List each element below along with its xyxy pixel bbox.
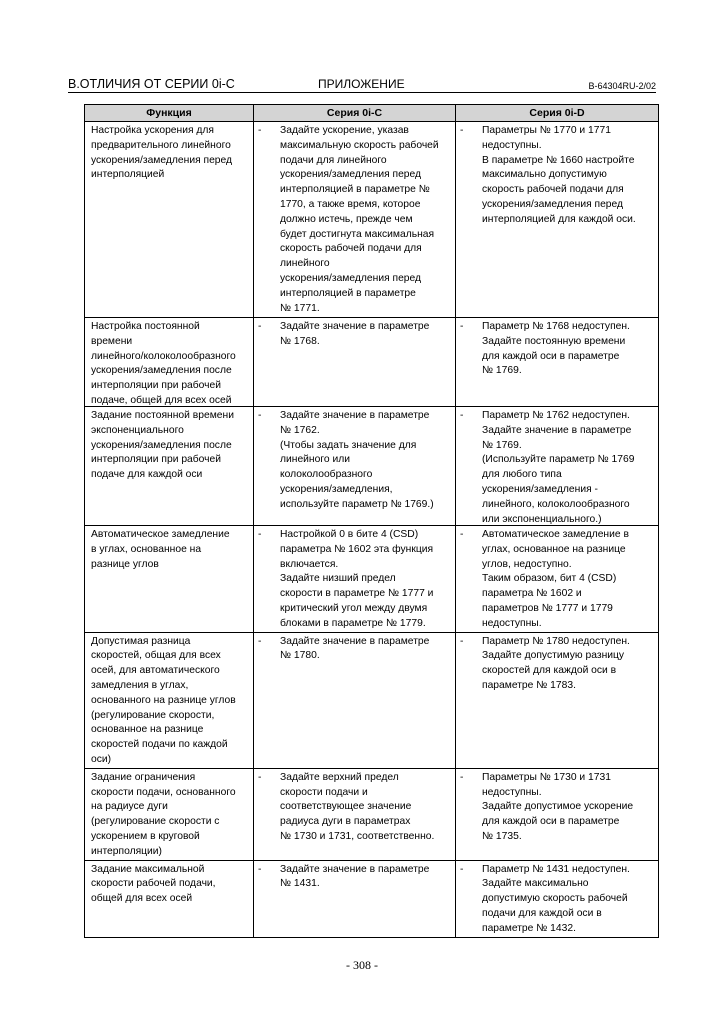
series-d-cell — [456, 861, 658, 937]
dash-marker: - — [258, 771, 262, 783]
series-c-cell — [254, 318, 455, 350]
dash-marker: - — [258, 410, 262, 421]
function-cell: Настройка ускорения для предварительного линейного ускорения/замедления перед интерполяцией — [91, 125, 233, 181]
series-c-text: Задайте ускорение, указав максимальную скорость рабочей подачи для линейного ускорения/замедления перед интерполяцией в параметре № 1770, а также время, которое должно истечь, прежде чем будет достигнута максимальная скорость рабочей подачи для линейного ускорения/замедления перед интерполяцией в параметре № 1771. — [280, 125, 439, 314]
series-c-cell — [254, 861, 455, 893]
series-c-cell — [254, 122, 455, 316]
dash-marker: - — [258, 863, 262, 875]
function-cell: Настройка постоянной времени линейного/колоколообразного ускорения/замедления после интерполяции при рабочей подаче, общей для всех осей — [91, 321, 236, 406]
table-row — [85, 407, 659, 526]
dash-marker: - — [460, 410, 464, 421]
comparison-table — [84, 104, 659, 938]
series-c-cell — [254, 407, 455, 513]
dash-marker: - — [460, 529, 464, 540]
dash-marker: - — [258, 321, 262, 332]
table-row — [85, 318, 659, 407]
dash-marker: - — [258, 529, 262, 540]
appendix-label: ПРИЛОЖЕНИЕ — [318, 77, 405, 91]
series-d-text: Автоматическое замедление в углах, основанное на разнице углов, недоступно. Таким образом, бит 4 (CSD) параметра № 1602 и параметров № 1777 и 1779 недоступны. — [482, 529, 629, 629]
series-c-text: Задайте значение в параметре № 1762. (Чтобы задать значение для линейного или колоколообразного ускорения/замедления, используйте параметр № 1769.) — [280, 410, 434, 510]
series-c-text: Задайте значение в параметре № 1431. — [280, 863, 430, 890]
column-header-series-0i-c: Серия 0i-C — [254, 105, 456, 122]
series-d-cell — [456, 526, 658, 632]
function-cell: Автоматическое замедление в углах, основанное на разнице углов — [91, 529, 230, 570]
series-c-text: Задайте значение в параметре № 1780. — [280, 635, 430, 662]
series-d-cell — [456, 769, 658, 845]
dash-marker: - — [460, 321, 464, 332]
series-d-text: Параметр № 1780 недоступен. Задайте допустимую разницу скоростей для каждой оси в параметре № 1783. — [482, 635, 630, 691]
page-number: - 308 - — [346, 958, 378, 972]
function-cell: Задание максимальной скорости рабочей подачи, общей для всех осей — [91, 863, 216, 905]
table-row — [85, 526, 659, 633]
series-c-text: Настройкой 0 в бите 4 (CSD) параметра № 1602 эта функция включается. Задайте низший предел скорости в параметре № 1777 и критический угол между двумя блоками в параметре № 1779. — [280, 529, 434, 629]
page-header — [68, 76, 656, 93]
table-row — [85, 768, 659, 860]
function-cell: Задание постоянной времени экспоненциального ускорения/замедления после интерполяции при рабочей подаче для каждой оси — [91, 410, 234, 481]
document-number: B-64304RU-2/02 — [588, 81, 656, 91]
dash-marker: - — [460, 771, 464, 783]
table-row — [85, 122, 659, 318]
dash-marker: - — [460, 635, 464, 647]
series-c-cell — [254, 526, 455, 632]
column-header-series-0i-d: Серия 0i-D — [456, 105, 659, 122]
series-d-cell — [456, 633, 658, 694]
series-c-cell — [254, 633, 455, 665]
dash-marker: - — [460, 125, 464, 136]
dash-marker: - — [258, 125, 262, 136]
series-d-cell — [456, 407, 658, 525]
table-row — [85, 860, 659, 937]
section-title: B.ОТЛИЧИЯ ОТ СЕРИИ 0i-C — [68, 77, 235, 91]
series-d-cell — [456, 318, 658, 379]
series-d-cell — [456, 122, 658, 228]
series-c-cell — [254, 769, 455, 845]
table-row — [85, 632, 659, 768]
series-c-text: Задайте значение в параметре № 1768. — [280, 321, 430, 347]
series-d-text: Параметр № 1431 недоступен. Задайте максимально допустимую скорость рабочей подачи для каждой оси в параметре № 1432. — [482, 863, 630, 934]
series-d-text: Параметр № 1768 недоступен. Задайте постоянную времени для каждой оси в параметре № 1769. — [482, 321, 630, 377]
series-c-text: Задайте верхний предел скорости подачи и соответствующее значение радиуса дуги в параметрах № 1730 и 1731, соответственно. — [280, 771, 435, 842]
series-d-text: Параметр № 1762 недоступен. Задайте значение в параметре № 1769. (Используйте параметр № 1769 для любого типа ускорения/замедления - линейного, колоколообразного или экспоненциального.) — [482, 410, 635, 525]
series-d-text: Параметры № 1730 и 1731 недоступны. Задайте допустимое ускорение для каждой оси в параметре № 1735. — [482, 771, 634, 842]
column-header-function: Функция — [85, 105, 254, 122]
dash-marker: - — [460, 863, 464, 875]
dash-marker: - — [258, 635, 262, 647]
function-cell: Допустимая разница скоростей, общая для всех осей, для автоматического замедления в углах, основанного на разнице углов (регулирование скорости, основанное на разнице скоростей подачи по каждой оси) — [91, 635, 236, 765]
series-d-text: Параметры № 1770 и 1771 недоступны. В параметре № 1660 настройте максимально допустимую скорость рабочей подачи для ускорения/замедления перед интерполяцией для каждой оси. — [482, 125, 636, 225]
table-header-row — [85, 105, 659, 122]
function-cell: Задание ограничения скорости подачи, основанного на радиусе дуги (регулирование скорости с ускорением в круговой интерполяции) — [91, 771, 236, 857]
